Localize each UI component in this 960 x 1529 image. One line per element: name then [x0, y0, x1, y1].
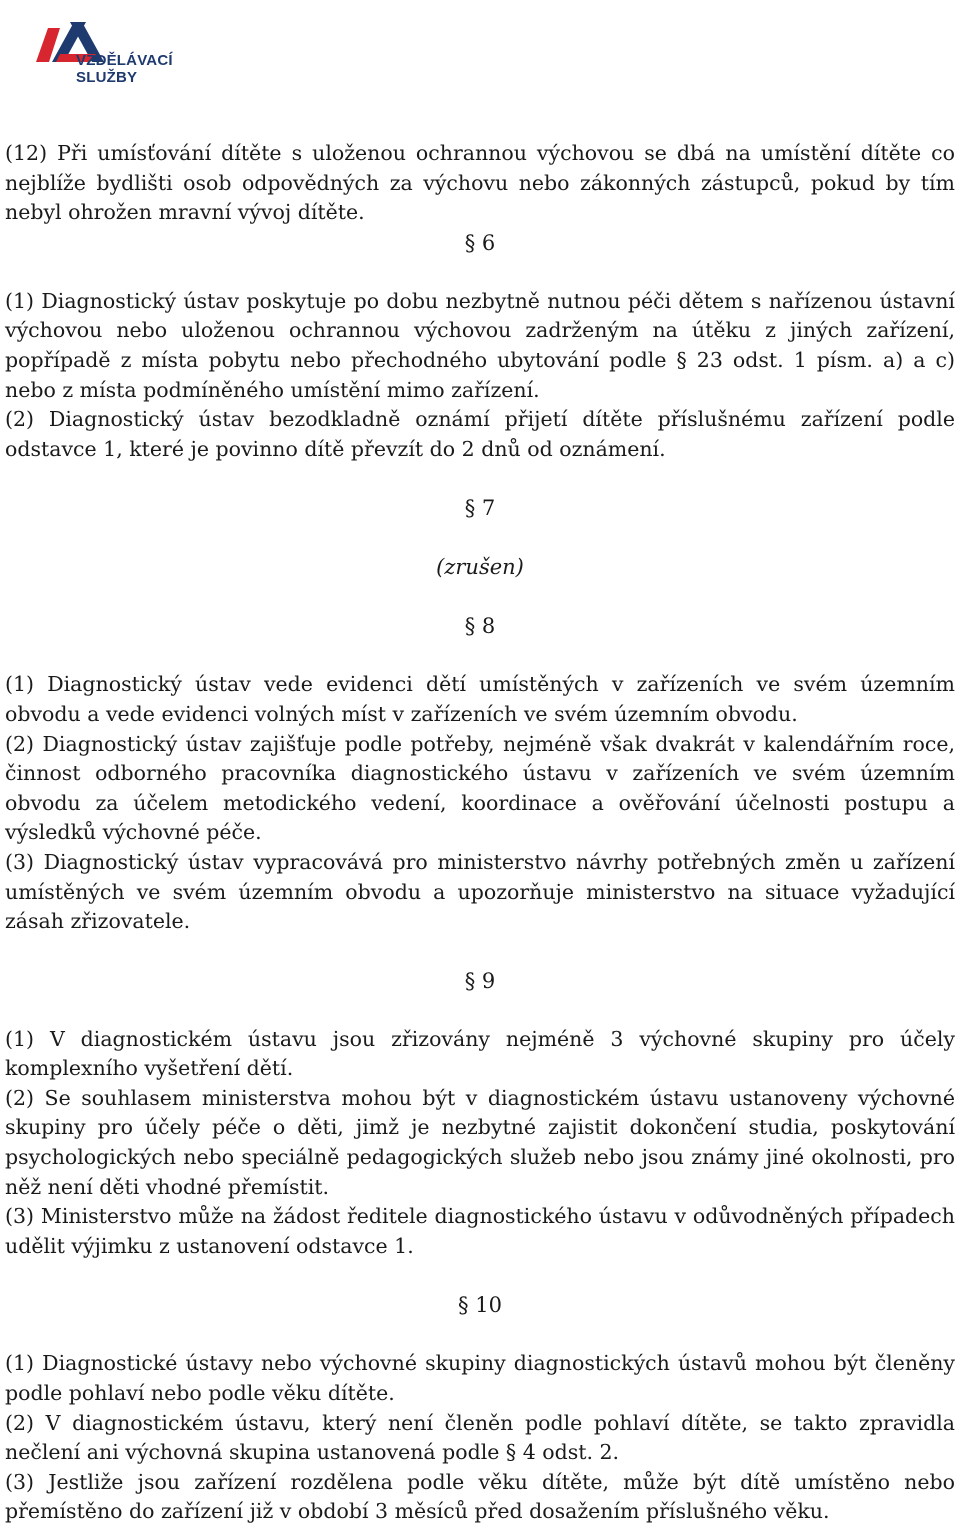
section-10-paragraph-2: (2) V diagnostickém ústavu, který není členěn podle pohlaví dítěte, se takto zpravidla nečlení ani výchovná skupina ustanovená podle § 4 odst. 2.	[5, 1410, 955, 1465]
section-7-note: (zrušen)	[436, 555, 524, 580]
logo-line2: SLUŽBY	[76, 69, 138, 86]
section-8-paragraph-1: (1) Diagnostický ústav vede evidenci dětí umístěných v zařízeních ve svém územním obvodu a vede evidenci volných míst v zařízeních ve svém územním obvodu.	[5, 672, 955, 726]
section-6-heading: § 6	[464, 230, 496, 255]
section-9-paragraph-1: (1) V diagnostickém ústavu jsou zřizovány nejméně 3 výchovné skupiny pro účely komplexního vyšetření dětí.	[5, 1026, 955, 1081]
section-8-heading: § 8	[464, 614, 496, 639]
section-9-paragraph-3: (3) Ministerstvo může na žádost ředitele diagnostického ústavu v odůvodněných případech udělit výjimku z ustanovení odstavce 1.	[5, 1204, 955, 1258]
document-body	[5, 139, 955, 1527]
section-6-paragraph-2: (2) Diagnostický ústav bezodkladně oznámí přijetí dítěte příslušnému zařízení podle odstavce 1, které je povinno dítě převzít do 2 dnů od oznámení.	[5, 407, 955, 461]
section-10-paragraph-1: (1) Diagnostické ústavy nebo výchovné skupiny diagnostických ústavů mohou být členěny podle pohlaví nebo podle věku dítěte.	[5, 1351, 955, 1406]
section-8-paragraph-2: (2) Diagnostický ústav zajišťuje podle potřeby, nejméně však dvakrát v kalendářním roce, činnost odborného pracovníka diagnostického ústavu v zařízeních ve svém územním obvodu za účelem metodického vedení, koordinace a ověřování účelnosti postupu a výsledků výchovné péče.	[5, 731, 955, 845]
section-10-paragraph-3: (3) Jestliže jsou zařízení rozdělena podle věku dítěte, může být dítě umístěno nebo přemístěno do zařízení již v období 3 měsíců před dosažením příslušného věku.	[5, 1469, 955, 1524]
logo-line1: VZDĚLÁVACÍ	[76, 52, 173, 69]
section-7-heading: § 7	[464, 496, 496, 521]
section-8-paragraph-3: (3) Diagnostický ústav vypracovává pro ministerstvo návrhy potřebných změn u zařízení umístěných ve svém územním obvodu a upozorňuje ministerstvo na situace vyžadující zásah zřizovatele.	[5, 849, 955, 934]
logo-text	[76, 52, 173, 86]
paragraph-12: (12) Při umísťování dítěte s uloženou ochrannou výchovou se dbá na umístění dítěte co nejblíže bydlišti osob odpovědných za výchovu nebo zákonných zástupců, pokud by tím nebyl ohrožen mravní vývoj dítěte.	[5, 141, 955, 225]
section-9-heading: § 9	[464, 968, 496, 993]
section-6-paragraph-1: (1) Diagnostický ústav poskytuje po dobu nezbytně nutnou péči dětem s nařízenou ústavní výchovou nebo uloženou ochrannou výchovou zadrženým na útěku z jiných zařízení, popřípadě z místa pobytu nebo přechodného ubytování podle § 23 odst. 1 písm. a) a c) nebo z místa podmíněného umístění mimo zařízení.	[5, 288, 955, 402]
section-9-paragraph-2: (2) Se souhlasem ministerstva mohou být v diagnostickém ústavu ustanoveny výchovné skupiny pro účely péče o děti, jimž je nezbytné zajistit dokončení studia, poskytování psychologických nebo speciálně pedagogických služeb nebo jsou známy jiné okolnosti, pro něž není děti vhodné přemístit.	[5, 1085, 955, 1199]
logo	[30, 18, 180, 90]
section-10-heading: § 10	[458, 1293, 502, 1318]
